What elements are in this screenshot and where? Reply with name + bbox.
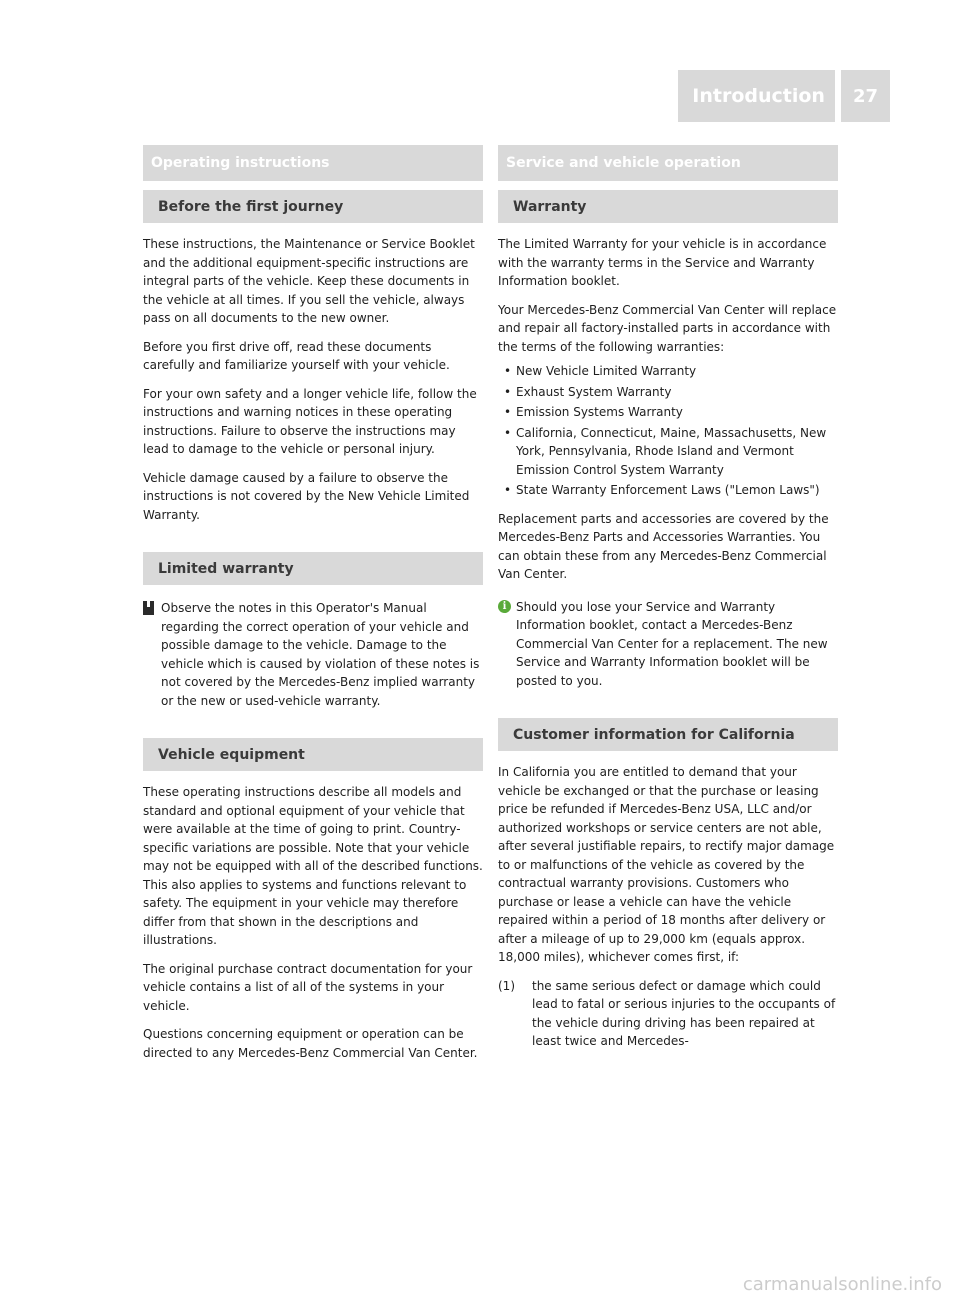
item-text: the same serious defect or damage which could lead to fatal or serious injuries to the occupants of the vehicle during driving has been repaired at least twice and Mercedes- [532,978,836,1048]
page-number: 27 [841,70,890,122]
section-heading-service: Service and vehicle operation [498,145,838,181]
subheading-warranty: Warranty [498,190,838,223]
paragraph: Your Mercedes-Benz Commercial Van Center will replace and repair all factory-installed parts in accordance with the terms of the following warranties: [498,302,837,354]
paragraph: Replacement parts and accessories are covered by the Mercedes-Benz Parts and Accessories Warranties. You can obtain these from any Mercedes-Benz Commercial Van Center. [498,511,829,581]
subheading-limited-warranty: Limited warranty [143,552,483,585]
info-note-text: Should you lose your Service and Warranty Information booklet, contact a Mercedes-Benz Commercial Van Center for a replacement. The new Service and Warranty Information booklet will be posted to you. [516,599,828,688]
warning-note [143,599,483,710]
paragraph: These operating instructions describe all models and standard and optional equipment of your vehicle that were available at the time of going to print. Country-specific variations are possible. Note that your vehicle may not be equipped with all of the described functions. This also applies to systems and functions relevant to safety. The equipment in your vehicle may therefore differ from that shown in the descriptions and illustrations. [143,785,483,947]
chapter-title: Introduction [678,70,835,122]
list-item: • Exhaust System Warranty [498,383,838,402]
paragraph: In California you are entitled to demand that your vehicle be exchanged or that the purchase or leasing price be refunded if Mercedes-Benz USA, LLC and/or authorized workshops or service centers are not able, after several justifiable repairs, to rectify major damage to or malfunctions of the vehicle as covered by the contractual warranty provisions. Customers who purchase or lease a vehicle can have the vehicle repaired within a period of 18 months after delivery or after a mileage of up to 29,000 km (equals approx. 18,000 miles), whichever comes first, if: [498,765,835,964]
subheading-before-first-journey: Before the first journey [143,190,483,223]
right-column [498,145,838,1051]
subheading-vehicle-equipment: Vehicle equipment [143,738,483,771]
list-item: • Emission Systems Warranty [498,403,838,422]
watermark-footer: carmanualsonline.info [742,1274,942,1295]
warning-icon [143,601,154,615]
section-heading-operating-instructions: Operating instructions [143,145,483,181]
paragraph: Vehicle damage caused by a failure to observe the instructions is not covered by the New Vehicle Limited Warranty. [143,470,470,522]
list-item: • New Vehicle Limited Warranty [498,362,838,381]
list-item: • California, Connecticut, Maine, Massachusetts, New York, Pennsylvania, Rhode Island and Vermont Emission Control System Warranty [498,424,838,480]
numbered-item [498,977,838,1051]
info-icon: i [498,600,511,613]
paragraph: These instructions, the Maintenance or Service Booklet and the additional equipment-specific instructions are integral parts of the vehicle. Keep these documents in the vehicle at all times. If you sell the vehicle, always pass on all documents to the new owner. [143,237,475,325]
info-note [498,598,838,691]
warranty-list [498,362,838,500]
page-header [678,70,890,122]
paragraph: The Limited Warranty for your vehicle is in accordance with the warranty terms in the Service and Warranty Information booklet. [498,237,827,288]
paragraph: For your own safety and a longer vehicle life, follow the instructions and warning notices in these operating instructions. Failure to observe the instructions may lead to damage to the vehicle or personal injury. [143,386,477,456]
subheading-california: Customer information for California [498,718,838,751]
paragraph: Before you first drive off, read these documents carefully and familiarize yourself with your vehicle. [143,339,450,372]
paragraph: Questions concerning equipment or operation can be directed to any Mercedes-Benz Commercial Van Center. [143,1027,478,1060]
item-number: (1) [498,978,515,993]
list-item: • State Warranty Enforcement Laws ("Lemon Laws") [498,481,838,500]
warning-note-text: Observe the notes in this Operator's Manual regarding the correct operation of your vehicle and possible damage to the vehicle. Damage to the vehicle which is caused by violation of these notes is not covered by the Mercedes-Benz implied warranty or the new or used-vehicle warranty. [161,601,480,708]
left-column [143,145,483,1062]
paragraph: The original purchase contract documentation for your vehicle contains a list of all of the systems in your vehicle. [143,961,473,1013]
